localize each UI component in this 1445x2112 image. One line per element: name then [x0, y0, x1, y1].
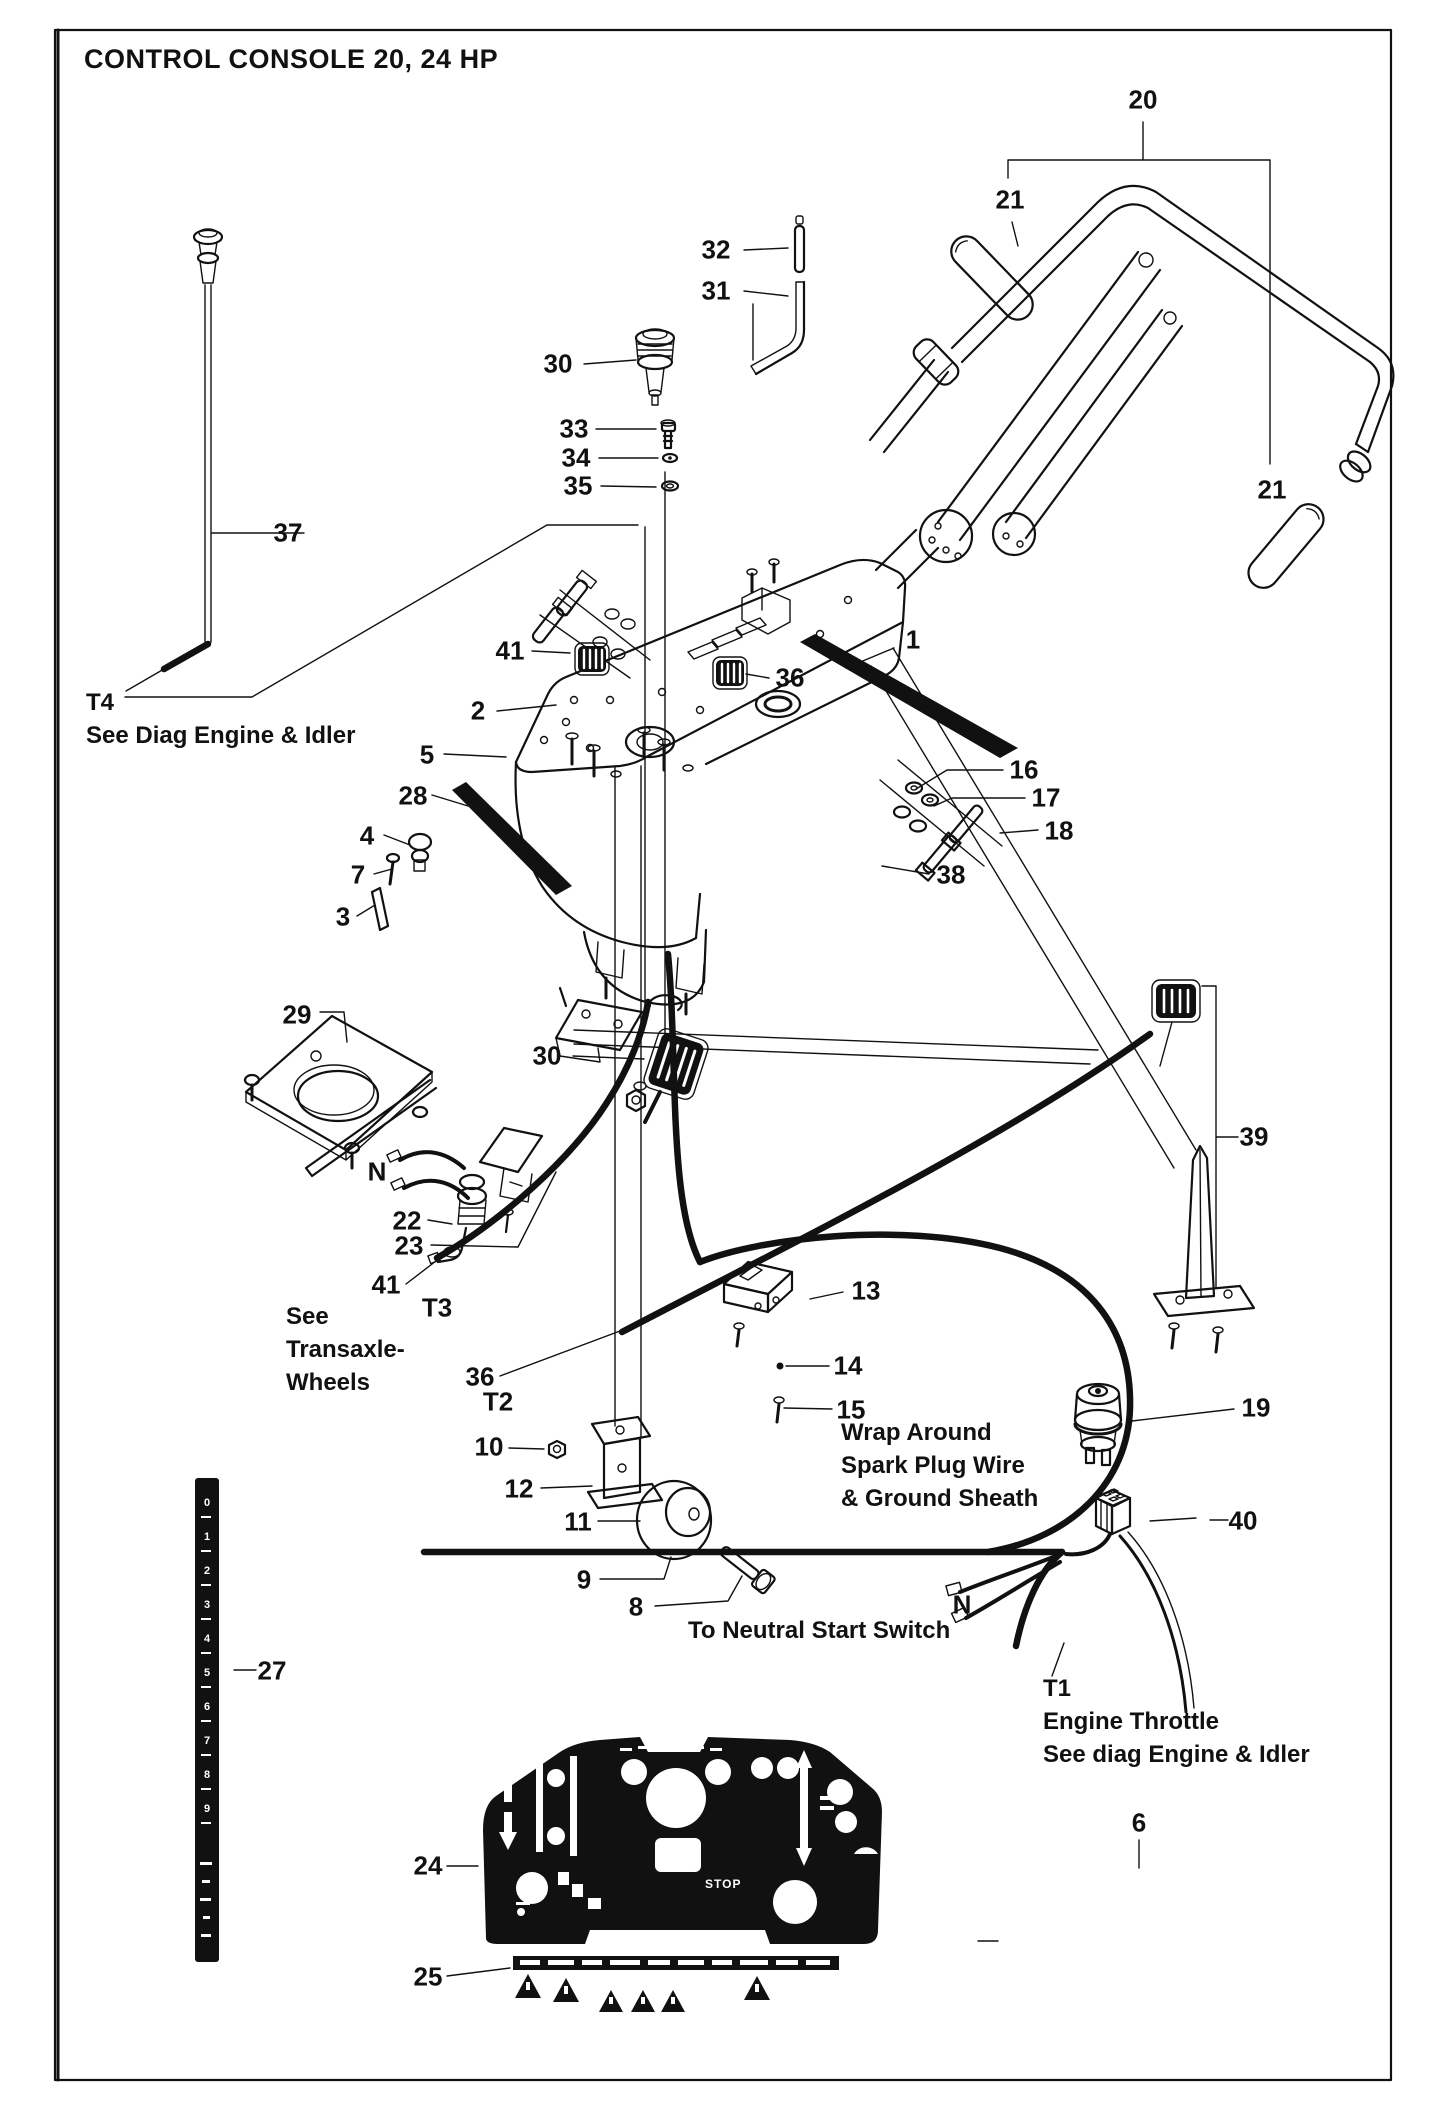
decal-stop-text: STOP: [705, 1877, 742, 1891]
callout-33: 33: [559, 413, 589, 444]
scale-strip-drawing: [195, 1478, 219, 1962]
note-transaxle-line3: Wheels: [286, 1369, 371, 1396]
note-t1: [1043, 1672, 1310, 1771]
note-transaxle-line2: Transaxle-: [286, 1336, 405, 1363]
callout-41-low: 41: [371, 1269, 401, 1300]
scale-strip-mark-8: 8: [203, 1769, 211, 1781]
choke-cable-drawing: [126, 229, 222, 691]
note-t4: [86, 686, 355, 752]
callout-12: 12: [504, 1473, 534, 1504]
callout-22: 22: [392, 1205, 422, 1236]
callout-30-mid: 30: [532, 1040, 562, 1071]
callout-24: 24: [413, 1850, 443, 1881]
note-neutral-start: [688, 1614, 950, 1647]
callout-36-low: 36: [465, 1361, 495, 1392]
scale-strip-mark-9: 9: [203, 1803, 211, 1815]
note-neutral-line1: To Neutral Start Switch: [688, 1617, 951, 1644]
callout-4: 4: [359, 820, 375, 851]
scale-strip-mark-0: 0: [203, 1497, 211, 1509]
callout-10: 10: [474, 1431, 504, 1462]
callout-36-top: 36: [775, 662, 805, 693]
callout-1: 1: [905, 624, 921, 655]
callout-15: 15: [836, 1394, 866, 1425]
callout-5: 5: [419, 739, 435, 770]
callout-17: 17: [1031, 782, 1061, 813]
note-t1-line3: See diag Engine & Idler: [1043, 1741, 1310, 1768]
callout-21-top: 21: [995, 184, 1025, 215]
scale-strip-mark-2: 2: [203, 1565, 211, 1577]
callout-30-top: 30: [543, 348, 573, 379]
callout-3: 3: [335, 901, 351, 932]
callout-18: 18: [1044, 815, 1074, 846]
callout-T2: T2: [482, 1386, 514, 1417]
callout-35: 35: [563, 470, 593, 501]
callout-23: 23: [394, 1230, 424, 1261]
note-wrap-line2: Spark Plug Wire: [841, 1452, 1025, 1479]
callout-19: 19: [1241, 1392, 1271, 1423]
scale-strip-mark-4: 4: [203, 1633, 211, 1645]
callout-25: 25: [413, 1961, 443, 1992]
callout-14: 14: [833, 1350, 863, 1381]
warning-triangles: [515, 1974, 770, 2012]
scale-strip-mark-1: 1: [203, 1531, 211, 1543]
switch-assembly-drawing: [387, 988, 710, 1263]
page-title: CONTROL CONSOLE 20, 24 HP: [84, 44, 499, 74]
callout-34: 34: [561, 442, 591, 473]
callout-6: 6: [1131, 1807, 1147, 1838]
scale-strip-mark-5: 5: [203, 1667, 211, 1679]
callout-8: 8: [628, 1591, 644, 1622]
note-transaxle-line1: See: [286, 1303, 329, 1330]
callout-40: 40: [1228, 1505, 1258, 1536]
callout-20: 20: [1128, 84, 1158, 115]
interlock-module-drawing: [724, 1262, 792, 1422]
scale-strip-mark-3: 3: [203, 1599, 211, 1611]
decal-panel-drawing: [483, 1737, 882, 2012]
note-t1-line2: Engine Throttle: [1043, 1708, 1219, 1735]
callout-38: 38: [936, 859, 966, 890]
scale-strip-mark-7: 7: [203, 1735, 211, 1747]
ignition-switch-drawing: [1075, 1384, 1121, 1465]
note-t1-line1: T1: [1043, 1675, 1072, 1702]
callout-41-top: 41: [495, 635, 525, 666]
callout-2: 2: [470, 695, 486, 726]
callout-37: 37: [273, 517, 303, 548]
key-top-drawing: [636, 329, 678, 491]
callout-31: 31: [701, 275, 731, 306]
callout-T3: T3: [421, 1292, 453, 1323]
callout-13: 13: [851, 1275, 881, 1306]
note-wrap-line3: & Ground Sheath: [841, 1485, 1039, 1512]
scale-strip-mark-6: 6: [203, 1701, 211, 1713]
callout-27: 27: [257, 1655, 287, 1686]
callout-11: 11: [564, 1506, 592, 1537]
callout-28: 28: [398, 780, 428, 811]
console-body-drawing: [516, 559, 906, 1014]
callout-16: 16: [1009, 754, 1039, 785]
callout-7: 7: [350, 859, 366, 890]
mount-plate-drawing: [245, 1016, 436, 1176]
note-t4-line1: T4: [86, 689, 115, 716]
upper-hardware-drawing: [529, 570, 1200, 1022]
support-post-drawing: [1154, 1146, 1254, 1352]
note-t4-line2: See Diag Engine & Idler: [86, 722, 356, 749]
callout-N-left: N: [367, 1156, 387, 1187]
callout-21-right: 21: [1257, 474, 1287, 505]
callout-N-right: N: [952, 1589, 972, 1620]
connector-drawing: [1096, 1489, 1130, 1534]
callout-39: 39: [1239, 1121, 1269, 1152]
callout-9: 9: [576, 1564, 592, 1595]
callout-32: 32: [701, 234, 731, 265]
note-transaxle: [286, 1300, 405, 1399]
callout-29: 29: [282, 999, 312, 1030]
note-wrap-line1: Wrap Around: [841, 1419, 992, 1446]
note-wrap-around: [841, 1416, 1038, 1515]
